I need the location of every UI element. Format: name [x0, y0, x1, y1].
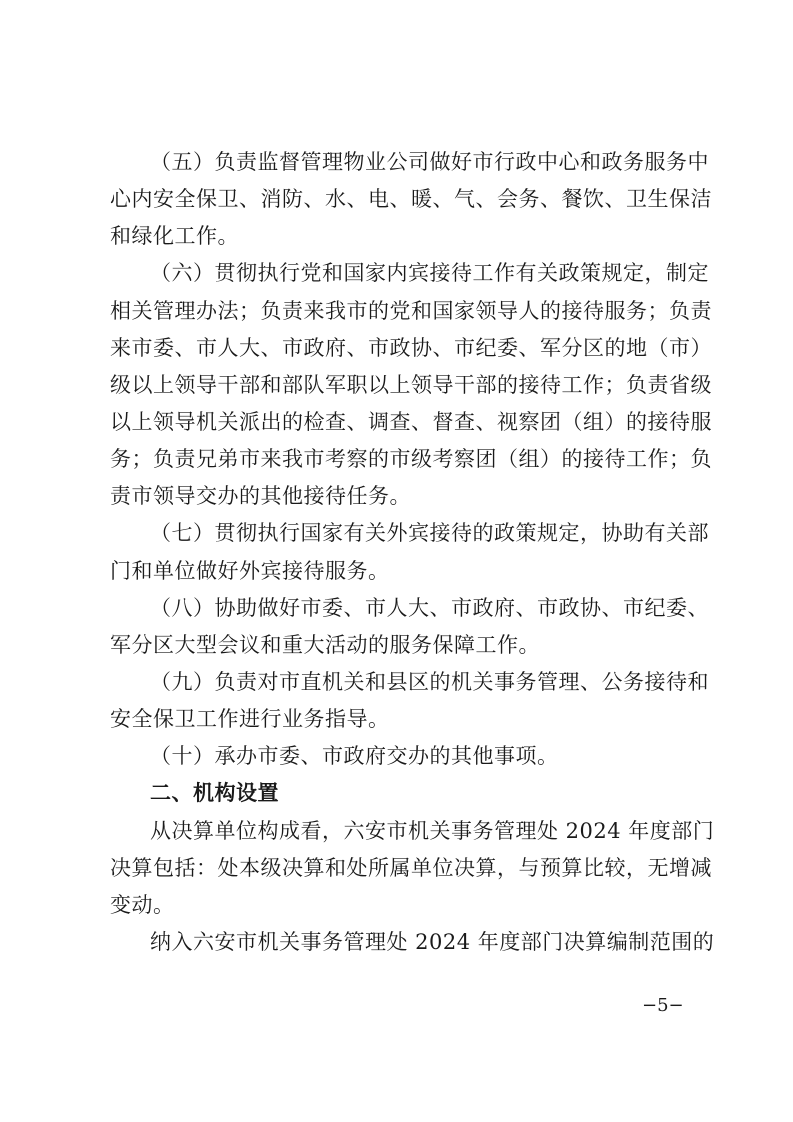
paragraph-line: 从决算单位构成看，六安市机关事务管理处 2024 年度部门 — [150, 819, 715, 843]
section-heading: 二、机构设置 — [150, 781, 279, 805]
paragraph-line: （八）协助做好市委、市人大、市政府、市政协、市纪委、 — [150, 596, 709, 620]
paragraph-line: 门和单位做好外宾接待服务。 — [110, 559, 390, 583]
paragraph-line: （九）负责对市直机关和县区的机关事务管理、公务接待和 — [150, 670, 709, 694]
paragraph-line: 和绿化工作。 — [110, 224, 239, 248]
paragraph-line: 决算包括：处本级决算和处所属单位决算，与预算比较，无增减 — [110, 856, 712, 880]
paragraph-line: 务；负责兄弟市来我市考察的市级考察团（组）的接待工作；负 — [110, 447, 712, 471]
paragraph-line: 级以上领导干部和部队军职以上领导干部的接待工作；负责省级 — [110, 373, 712, 397]
paragraph-line: 变动。 — [110, 893, 175, 917]
paragraph-line: （六）贯彻执行党和国家内宾接待工作有关政策规定，制定 — [150, 261, 709, 285]
paragraph-line: 来市委、市人大、市政府、市政协、市纪委、军分区的地（市） — [110, 336, 712, 360]
paragraph-line: 责市领导交办的其他接待任务。 — [110, 484, 411, 508]
paragraph-line: （十）承办市委、市政府交办的其他事项。 — [150, 744, 559, 768]
paragraph-line: 心内安全保卫、消防、水、电、暖、气、会务、餐饮、卫生保洁 — [110, 187, 712, 211]
paragraph-line: 以上领导机关派出的检查、调查、督查、视察团（组）的接待服 — [110, 410, 712, 434]
paragraph-line: （五）负责监督管理物业公司做好市行政中心和政务服务中 — [150, 150, 709, 174]
paragraph-line: 相关管理办法；负责来我市的党和国家领导人的接待服务；负责 — [110, 299, 712, 323]
paragraph-line: 纳入六安市机关事务管理处 2024 年度部门决算编制范围的 — [150, 930, 715, 954]
paragraph-line: （七）贯彻执行国家有关外宾接待的政策规定，协助有关部 — [150, 521, 709, 545]
paragraph-line: 安全保卫工作进行业务指导。 — [110, 707, 390, 731]
paragraph-line: 军分区大型会议和重大活动的服务保障工作。 — [110, 633, 540, 657]
page-number: −5− — [642, 995, 684, 1016]
